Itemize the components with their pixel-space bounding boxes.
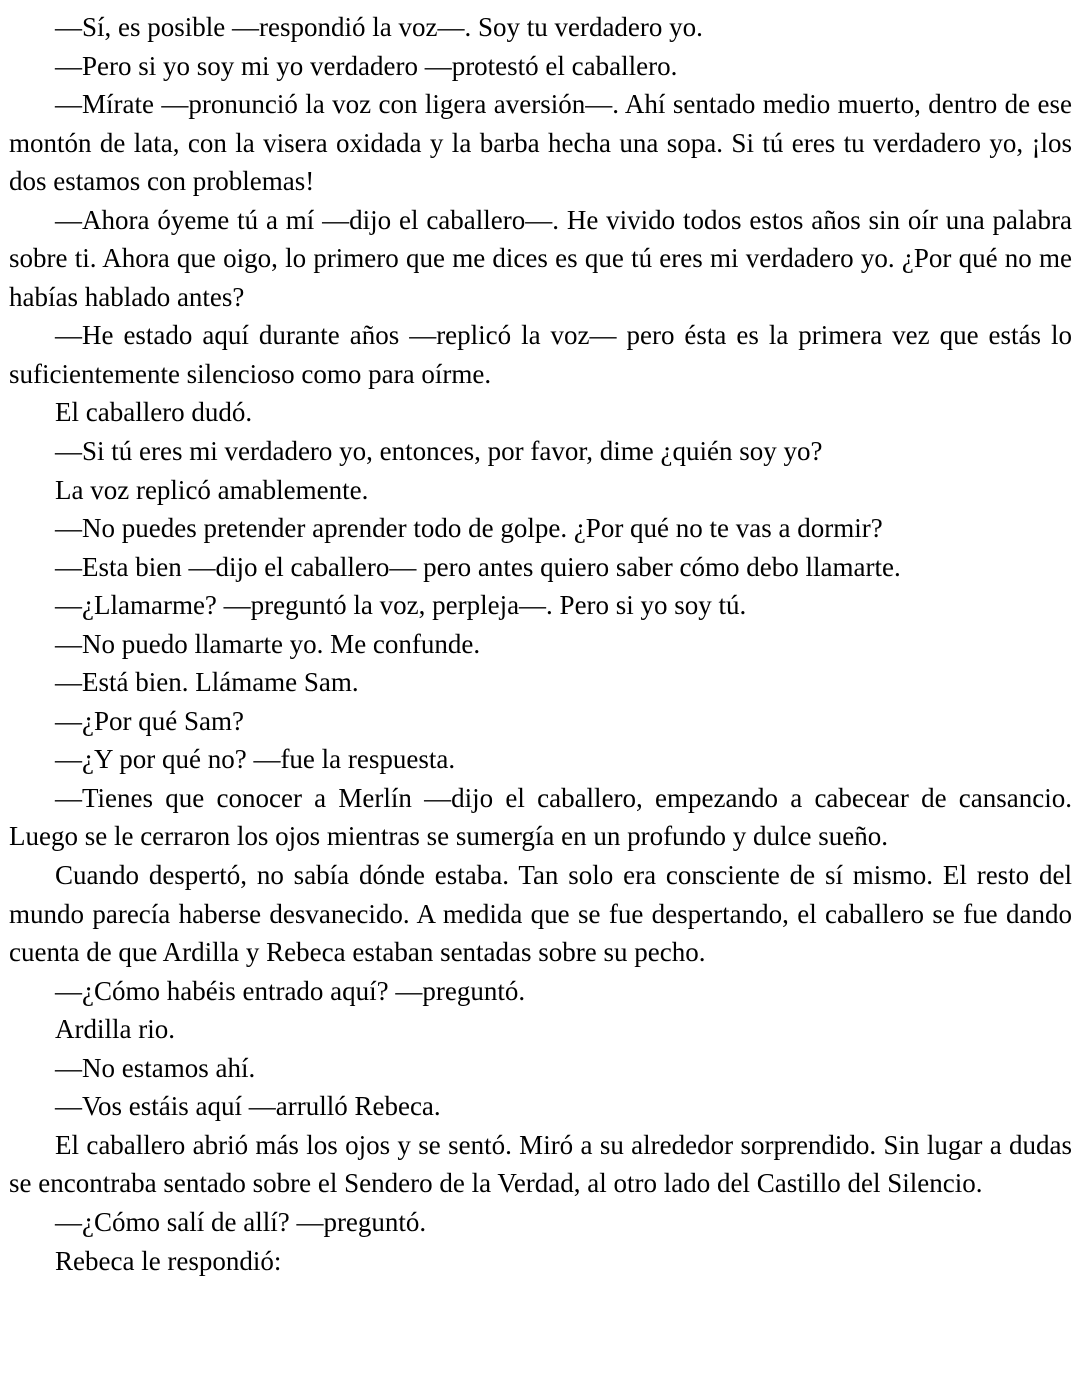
paragraph-10: —Esta bien —dijo el caballero— pero antes quiero saber cómo debo llamarte. bbox=[55, 551, 901, 582]
paragraph-1: —Sí, es posible —respondió la voz—. Soy tu verdadero yo. bbox=[55, 12, 703, 42]
paragraph-8: La voz replicó amablemente. bbox=[55, 474, 369, 505]
paragraph-19: Ardilla rio. bbox=[55, 1014, 175, 1045]
paragraph-14: —¿Por qué Sam? bbox=[55, 705, 244, 736]
paragraph-7: —Si tú eres mi verdadero yo, entonces, por favor, dime ¿quién soy yo? bbox=[55, 436, 823, 467]
paragraph-13: —Está bien. Llámame Sam. bbox=[55, 667, 359, 698]
paragraph-3: —Mírate —pronunció la voz con ligera aversión—. Ahí sentado medio muerto, dentro de ese montón de lata, con la visera oxidada y la barba hecha una sopa. Si tú eres tu verdadero yo, ¡los dos estamos con problemas! bbox=[9, 89, 1072, 197]
paragraph-4: —Ahora óyeme tú a mí —dijo el caballero—. He vivido todos estos años sin oír una palabra sobre ti. Ahora que oigo, lo primero que me dices es que tú eres mi verdadero yo. ¿Por qué no me habías hablado antes? bbox=[9, 204, 1072, 312]
paragraph-17: Cuando despertó, no sabía dónde estaba. Tan solo era consciente de sí mismo. El resto del mundo parecía haberse desvanecido. A medida que se fue despertando, el caballero se fue dando cuenta de que Ardilla y Rebeca estaban sentadas sobre su pecho. bbox=[9, 860, 1072, 968]
paragraph-6: El caballero dudó. bbox=[55, 397, 253, 428]
paragraph-5: —He estado aquí durante años —replicó la voz— pero ésta es la primera vez que estás lo suficientemente silencioso como para oírme. bbox=[9, 320, 1072, 389]
paragraph-20: —No estamos ahí. bbox=[55, 1052, 256, 1083]
paragraph-2: —Pero si yo soy mi yo verdadero —protestó el caballero. bbox=[55, 50, 678, 81]
paragraph-18: —¿Cómo habéis entrado aquí? —preguntó. bbox=[55, 975, 526, 1006]
paragraph-22: El caballero abrió más los ojos y se sentó. Miró a su alrededor sorprendido. Sin lugar a dudas se encontraba sentado sobre el Sendero de la Verdad, al otro lado del Castillo del Silencio. bbox=[9, 1129, 1072, 1199]
paragraph-21: —Vos estáis aquí —arrulló Rebeca. bbox=[55, 1091, 441, 1122]
paragraph-24: Rebeca le respondió: bbox=[55, 1245, 282, 1276]
paragraph-23: —¿Cómo salí de allí? —preguntó. bbox=[55, 1206, 427, 1237]
paragraph-12: —No puedo llamarte yo. Me confunde. bbox=[55, 628, 481, 659]
paragraph-9: —No puedes pretender aprender todo de golpe. ¿Por qué no te vas a dormir? bbox=[55, 513, 883, 544]
paragraph-16: —Tienes que conocer a Merlín —dijo el caballero, empezando a cabecear de cansancio. Luego se le cerraron los ojos mientras se sumergía en un profundo y dulce sueño. bbox=[9, 782, 1072, 852]
paragraph-11: —¿Llamarme? —preguntó la voz, perpleja—. Pero si yo soy tú. bbox=[55, 590, 747, 621]
paragraph-15: —¿Y por qué no? —fue la respuesta. bbox=[55, 744, 456, 775]
